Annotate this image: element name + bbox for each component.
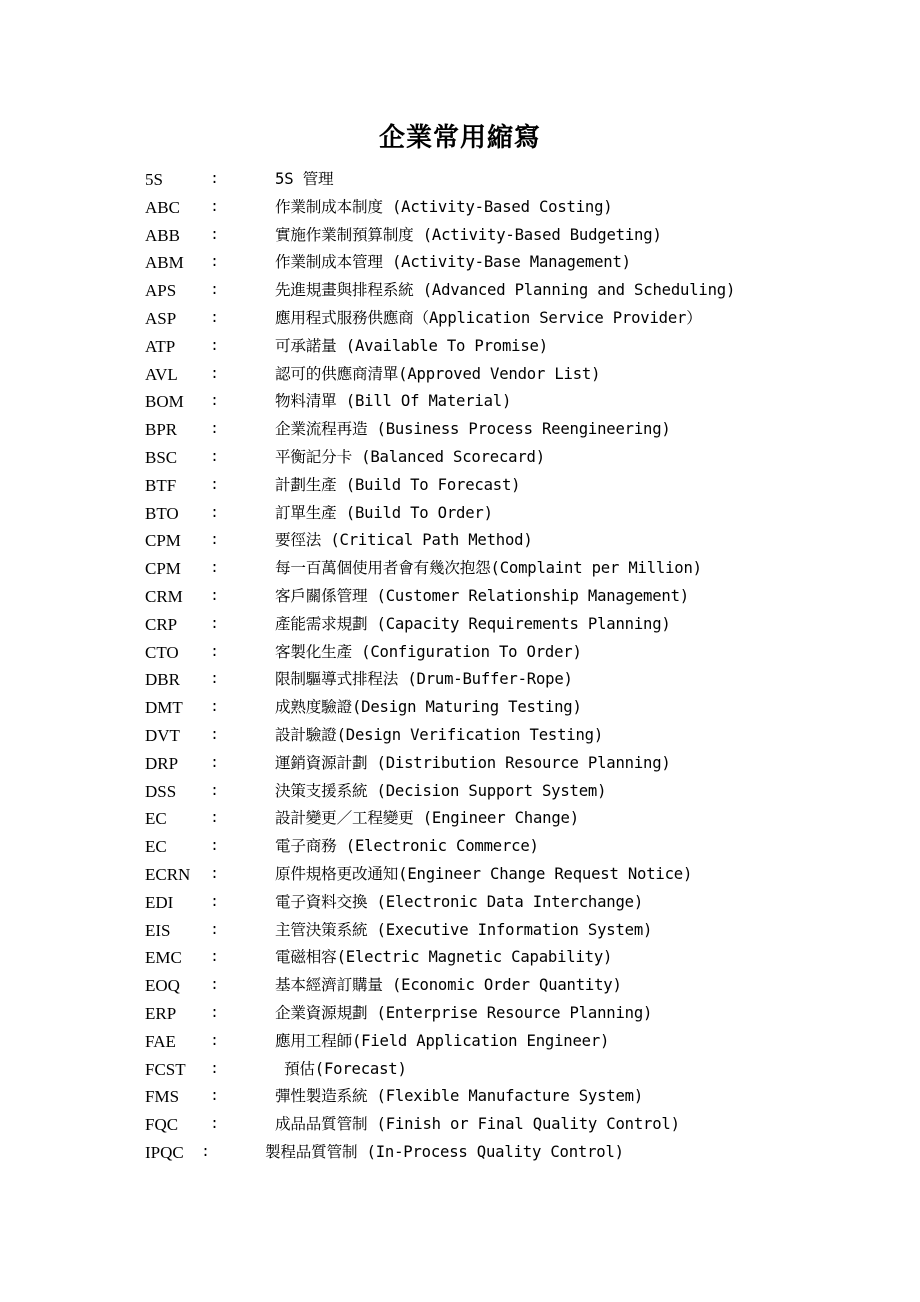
list-item (0, 611, 920, 639)
description: 認可的供應商清單(Approved Vendor List) (275, 364, 601, 383)
list-item (0, 778, 920, 806)
description: 基本經濟訂購量 (Economic Order Quantity) (275, 976, 622, 995)
separator: : (210, 365, 220, 383)
description: 限制驅導式排程法 (Drum-Buffer-Rope) (275, 670, 573, 689)
separator: : (210, 282, 220, 300)
description: 運銷資源計劃 (Distribution Resource Planning) (275, 753, 671, 772)
description: 客戶關係管理 (Customer Relationship Management) (275, 586, 689, 605)
list-item (0, 833, 920, 861)
abbreviation: 5S (145, 170, 163, 189)
description: 產能需求規劃 (Capacity Requirements Planning) (275, 614, 671, 633)
description: 設計變更／工程變更 (Engineer Change) (275, 809, 579, 828)
abbreviation: BSC (145, 447, 178, 467)
separator: : (210, 810, 220, 828)
description: 成熟度驗證(Design Maturing Testing) (275, 698, 582, 717)
description: 先進規畫與排程系統 (Advanced Planning and Scheduling) (275, 281, 736, 300)
description: 電子商務 (Electronic Commerce) (275, 837, 539, 856)
description: 預估(Forecast) (284, 1059, 407, 1078)
list-item (0, 861, 920, 889)
list-item (0, 472, 920, 500)
abbreviation: EC (145, 809, 167, 829)
separator: : (210, 504, 220, 522)
description: 計劃生產 (Build To Forecast) (275, 475, 521, 494)
separator: : (210, 198, 220, 216)
abbreviation: ERP (145, 1003, 177, 1023)
description: 主管決策系統 (Executive Information System) (275, 920, 653, 939)
description: 平衡記分卡 (Balanced Scorecard) (275, 447, 545, 466)
separator: : (210, 671, 220, 689)
separator: : (210, 921, 220, 939)
abbreviation: DSS (145, 781, 177, 801)
separator: : (210, 699, 220, 717)
separator: : (210, 1060, 220, 1078)
abbreviation: EMC (145, 948, 182, 968)
list-item (0, 527, 920, 555)
list-item (0, 1028, 920, 1056)
list-item (0, 944, 920, 972)
separator: : (210, 421, 220, 439)
separator: : (210, 615, 220, 633)
abbreviation: EC (145, 837, 167, 857)
separator: : (210, 643, 220, 661)
description: 電磁相容(Electric Magnetic Capability) (275, 948, 613, 967)
description: 製程品質管制 (In-Process Quality Control) (265, 1142, 624, 1161)
description: 成品品質管制 (Finish or Final Quality Control) (275, 1115, 680, 1134)
list-item (0, 333, 920, 361)
list-item (0, 722, 920, 750)
abbreviation: ECRN (145, 864, 191, 884)
list-item (0, 388, 920, 416)
list-item (0, 305, 920, 333)
separator: : (210, 171, 220, 188)
separator: : (210, 476, 220, 494)
separator: : (210, 560, 220, 578)
abbreviation: CRP (145, 614, 178, 634)
list-item (0, 666, 920, 694)
list-item (0, 500, 920, 528)
description: 5S 管理 (275, 170, 334, 188)
separator: : (201, 1143, 211, 1161)
list-item (0, 277, 920, 305)
description: 客製化生產 (Configuration To Order) (275, 642, 582, 661)
list-item (0, 917, 920, 945)
abbreviation: FCST (145, 1059, 186, 1079)
separator: : (210, 1116, 220, 1134)
description: 決策支援系統 (Decision Support System) (275, 781, 607, 800)
abbreviation: EOQ (145, 976, 180, 996)
separator: : (210, 838, 220, 856)
separator: : (210, 1032, 220, 1050)
separator: : (210, 782, 220, 800)
separator: : (210, 726, 220, 744)
abbreviation: ATP (145, 336, 176, 356)
abbreviation: ABC (145, 197, 180, 217)
separator: : (210, 448, 220, 466)
description: 可承諾量 (Available To Promise) (275, 336, 548, 355)
abbreviation: EIS (145, 920, 171, 940)
description: 企業資源規劃 (Enterprise Resource Planning) (275, 1003, 653, 1022)
list-item (0, 555, 920, 583)
list-item (0, 194, 920, 222)
abbreviation: IPQC (145, 1142, 184, 1162)
abbreviation: BOM (145, 392, 184, 412)
separator: : (210, 532, 220, 550)
description: 應用程式服務供應商（Application Service Provider） (275, 308, 702, 327)
abbreviation: FQC (145, 1115, 179, 1135)
description: 企業流程再造 (Business Process Reengineering) (275, 420, 671, 439)
description: 彈性製造系統 (Flexible Manufacture System) (275, 1087, 644, 1106)
abbreviation: DMT (145, 698, 183, 718)
list-item (0, 166, 920, 194)
abbreviation: APS (145, 281, 177, 301)
abbreviation: FMS (145, 1087, 180, 1107)
abbreviation: BTO (145, 503, 179, 523)
separator: : (210, 309, 220, 327)
abbreviation: CPM (145, 559, 181, 579)
abbreviation: ABM (145, 253, 184, 273)
list-item (0, 1000, 920, 1028)
abbreviation: ABB (145, 225, 180, 245)
abbreviation: CPM (145, 531, 181, 551)
list-item (0, 694, 920, 722)
list-item (0, 444, 920, 472)
description: 作業制成本管理 (Activity-Base Management) (275, 253, 631, 272)
description: 設計驗證(Design Verification Testing) (275, 725, 604, 744)
list-item (0, 416, 920, 444)
list-item (0, 361, 920, 389)
list-item (0, 972, 920, 1000)
separator: : (210, 865, 220, 883)
description: 原件規格更改通知(Engineer Change Request Notice) (275, 864, 693, 883)
separator: : (210, 393, 220, 411)
description: 每一百萬個使用者會有幾次抱怨(Complaint per Million) (275, 559, 702, 578)
abbreviation: EDI (145, 892, 174, 912)
separator: : (210, 226, 220, 244)
separator: : (210, 1004, 220, 1022)
abbreviation: BPR (145, 420, 178, 440)
abbreviation: CRM (145, 586, 183, 606)
description: 電子資料交換 (Electronic Data Interchange) (275, 892, 644, 911)
abbreviation: BTF (145, 475, 177, 495)
abbreviation: CTO (145, 642, 179, 662)
list-item (0, 249, 920, 277)
separator: : (210, 337, 220, 355)
abbreviation: ASP (145, 308, 177, 328)
separator: : (210, 754, 220, 772)
description: 訂單生產 (Build To Order) (275, 503, 493, 522)
separator: : (210, 949, 220, 967)
list-item (0, 639, 920, 667)
description: 作業制成本制度 (Activity-Based Costing) (275, 197, 613, 216)
separator: : (210, 254, 220, 272)
abbreviation: DRP (145, 753, 179, 773)
description: 實施作業制預算制度 (Activity-Based Budgeting) (275, 225, 662, 244)
list-item (0, 805, 920, 833)
list-item (0, 583, 920, 611)
separator: : (210, 977, 220, 995)
list-item (0, 222, 920, 250)
list-item (0, 1083, 920, 1111)
list-item (0, 1139, 920, 1167)
list-item (0, 750, 920, 778)
description: 物料清單 (Bill Of Material) (275, 392, 512, 411)
description: 要徑法 (Critical Path Method) (275, 531, 533, 550)
separator: : (210, 587, 220, 605)
list-item (0, 1111, 920, 1139)
page-title: 企業常用縮寫 (378, 123, 541, 153)
separator: : (210, 1088, 220, 1106)
description: 應用工程師(Field Application Engineer) (275, 1031, 610, 1050)
list-item (0, 889, 920, 917)
list-item (0, 1056, 920, 1084)
abbreviation: DVT (145, 725, 180, 745)
abbreviation: AVL (145, 364, 178, 384)
abbreviation: DBR (145, 670, 180, 690)
separator: : (210, 893, 220, 911)
abbreviation-list (0, 166, 920, 1167)
abbreviation: FAE (145, 1031, 176, 1051)
